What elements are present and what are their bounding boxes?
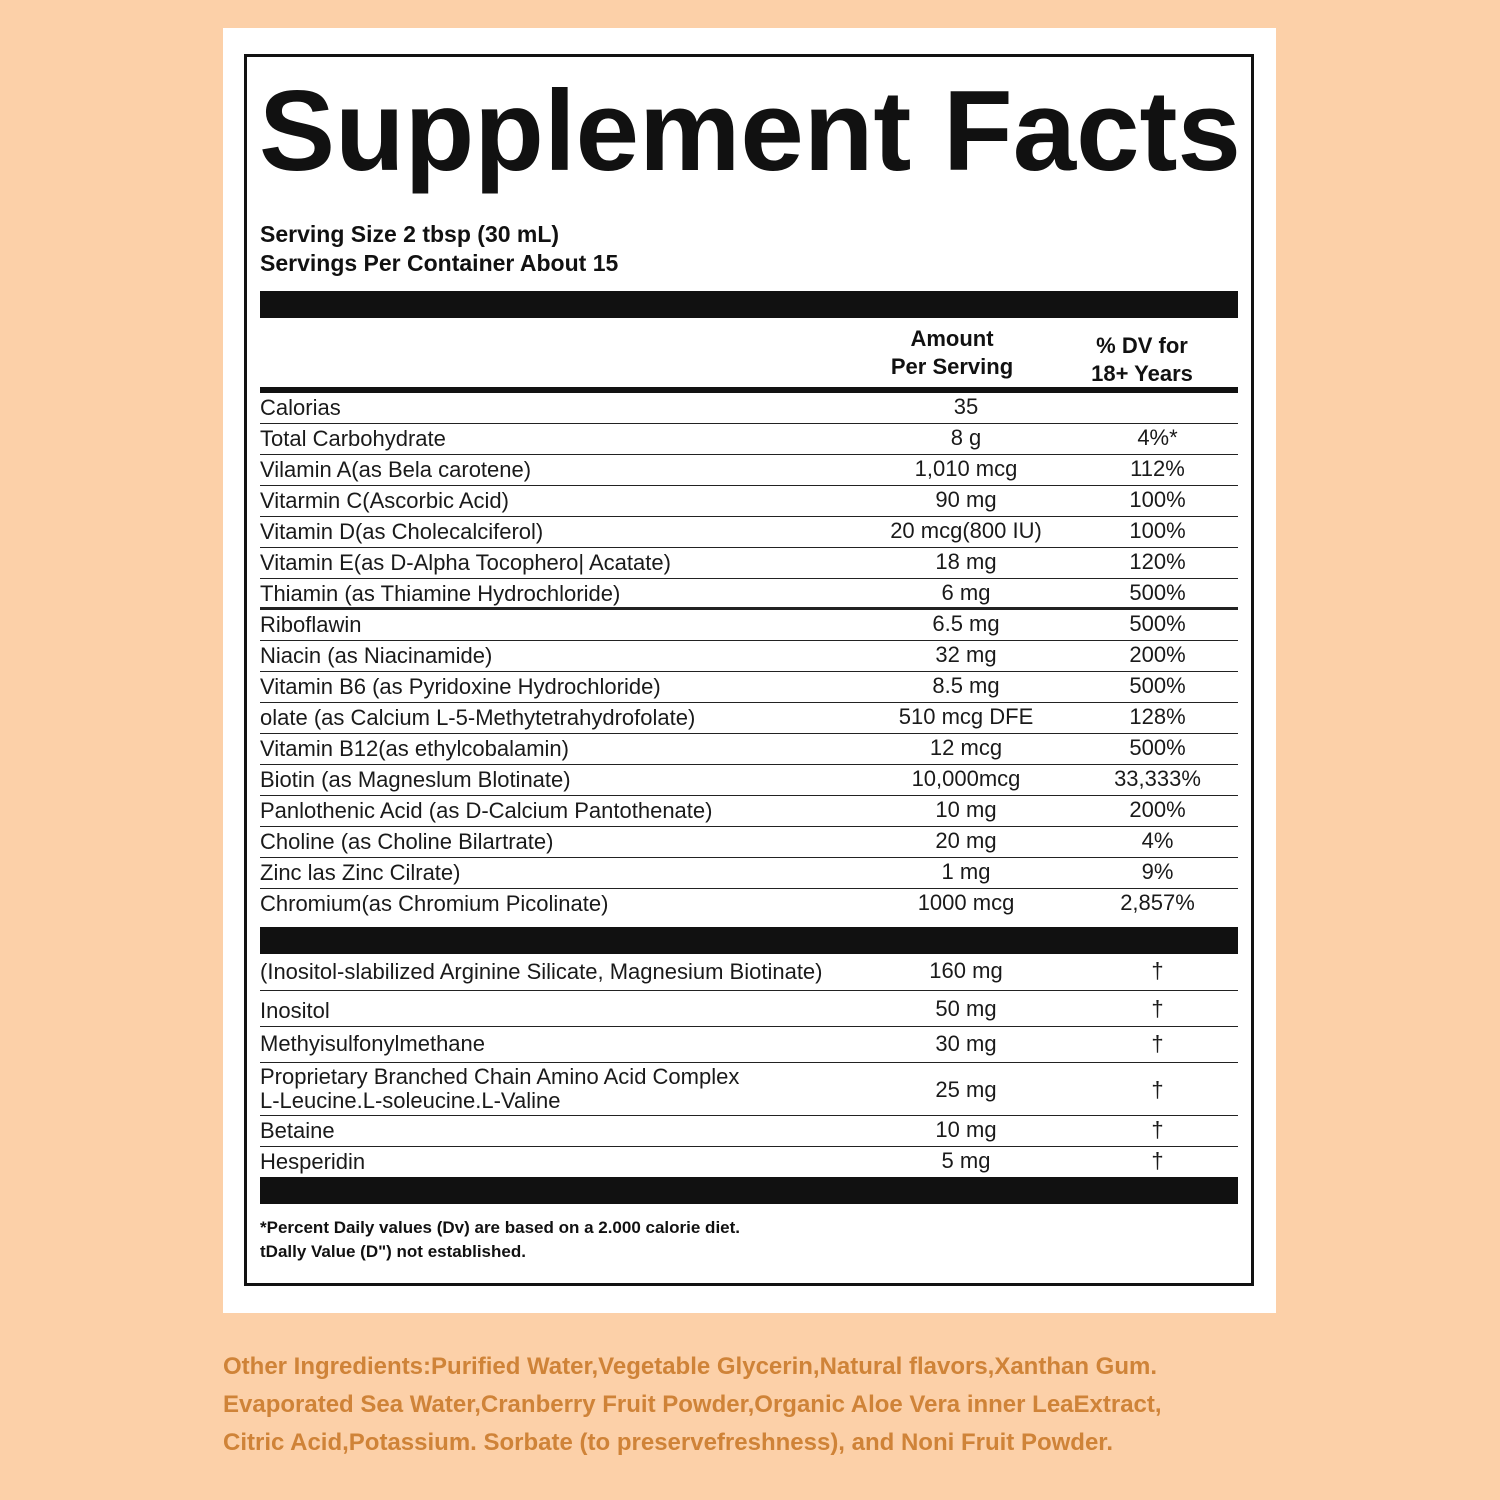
blend-dv: † xyxy=(1151,958,1164,983)
nutrient-name: Vitamin B6 (as Pyridoxine Hydrochloride) xyxy=(260,673,661,699)
nutrient-dv: 4%* xyxy=(1137,425,1178,450)
blend-row xyxy=(260,954,1238,991)
column-header-dv xyxy=(1067,332,1217,387)
nutrient-amount: 32 mg xyxy=(935,642,997,667)
column-header-dv-line-1: % DV for xyxy=(1096,333,1188,358)
nutrient-name: Vitamin D(as Cholecalciferol) xyxy=(260,518,544,544)
nutrient-row xyxy=(260,734,1238,765)
blend-name: Betaine xyxy=(260,1117,335,1143)
nutrient-row xyxy=(260,548,1238,579)
nutrient-dv: 100% xyxy=(1129,518,1186,543)
servings-per-container: Servings Per Container About 15 xyxy=(260,250,619,276)
column-header-amount-line-1: Amount xyxy=(910,326,994,351)
nutrient-name: Vitamin B12(as ethylcobalamin) xyxy=(260,735,569,761)
nutrient-amount: 6 mg xyxy=(941,580,991,605)
nutrient-amount: 8.5 mg xyxy=(932,673,1000,698)
nutrient-row xyxy=(260,579,1238,610)
blend-row xyxy=(260,1116,1238,1147)
blend-name: Hesperidin xyxy=(260,1148,366,1174)
divider-bar xyxy=(260,1177,1238,1204)
nutrient-amount: 90 mg xyxy=(935,487,997,512)
nutrient-name: Panlothenic Acid (as D-Calcium Pantothenate) xyxy=(260,797,713,823)
nutrient-row xyxy=(260,796,1238,827)
nutrient-dv: 200% xyxy=(1129,797,1186,822)
blend-row xyxy=(260,991,1238,1027)
nutrient-dv: 112% xyxy=(1130,456,1185,481)
nutrient-row xyxy=(260,517,1238,548)
blend-dv: † xyxy=(1151,996,1164,1021)
nutrient-name: Chromium(as Chromium Picolinate) xyxy=(260,890,609,916)
blend-amount: 10 mg xyxy=(935,1117,997,1142)
nutrient-row xyxy=(260,641,1238,672)
nutrient-row xyxy=(260,610,1238,641)
divider-bar xyxy=(260,927,1238,954)
nutrient-amount: 1 mg xyxy=(941,859,991,884)
blend-name-line-2: L-Leucine.L-soleucine.L-Valine xyxy=(260,1088,561,1113)
nutrient-amount: 35 xyxy=(953,394,979,419)
nutrient-dv: 128% xyxy=(1129,704,1186,729)
nutrient-dv: 9% xyxy=(1141,859,1174,884)
nutrient-name: olate (as Calcium L-5-Methytetrahydrofolate) xyxy=(260,704,696,730)
other-ingredients xyxy=(223,1348,1283,1462)
nutrient-dv: 100% xyxy=(1129,487,1186,512)
supplement-facts-panel xyxy=(244,54,1254,1286)
nutrient-amount: 8 g xyxy=(950,425,982,450)
blend-amount: 160 mg xyxy=(929,958,1003,983)
nutrient-amount: 1,010 mcg xyxy=(914,456,1018,481)
blend-name-line-1: Proprietary Branched Chain Amino Acid Complex xyxy=(260,1064,740,1089)
nutrient-row xyxy=(260,672,1238,703)
nutrient-name: Zinc las Zinc Cilrate) xyxy=(260,859,461,885)
nutrient-amount: 10 mg xyxy=(935,797,997,822)
nutrient-amount: 20 mcg(800 IU) xyxy=(890,518,1042,543)
nutrient-dv: 33,333% xyxy=(1114,766,1201,791)
nutrient-name: Biotin (as Magneslum Blotinate) xyxy=(260,766,571,792)
nutrient-name: Vitamin E(as D-Alpha Tocophero| Acatate) xyxy=(260,549,671,575)
nutrient-dv: 2,857% xyxy=(1120,890,1195,915)
blend-amount: 25 mg xyxy=(935,1076,997,1102)
blend-name: Inositol xyxy=(260,997,330,1023)
other-ingredients-line-3: Citric Acid,Potassium. Sorbate (to preservefreshness), and Noni Fruit Powder. xyxy=(223,1429,1113,1456)
blend-dv: † xyxy=(1151,1031,1164,1056)
column-header-amount-line-2: Per Serving xyxy=(890,353,1014,379)
nutrient-dv: 500% xyxy=(1129,580,1186,605)
nutrient-name: Thiamin (as Thiamine Hydrochloride) xyxy=(260,580,621,606)
nutrient-row xyxy=(260,827,1238,858)
nutrient-amount: 1000 mcg xyxy=(917,890,1015,915)
nutrient-amount: 18 mg xyxy=(935,549,997,574)
nutrient-name: Niacin (as Niacinamide) xyxy=(260,642,493,668)
blend-dv: † xyxy=(1151,1076,1164,1102)
nutrient-row xyxy=(260,424,1238,455)
blend-name: (Inositol-slabilized Arginine Silicate, Magnesium Biotinate) xyxy=(260,958,823,984)
nutrient-name: Calorias xyxy=(260,394,341,420)
nutrient-amount: 510 mcg DFE xyxy=(898,704,1034,729)
blend-amount: 50 mg xyxy=(935,996,997,1021)
blend-dv: † xyxy=(1151,1148,1164,1173)
blend-row xyxy=(260,1063,1238,1116)
nutrient-name: Choline (as Choline Bilartrate) xyxy=(260,828,554,854)
nutrient-row xyxy=(260,393,1238,424)
serving-size: Serving Size 2 tbsp (30 mL) xyxy=(260,221,560,247)
supplement-facts-card xyxy=(223,28,1276,1313)
nutrient-amount: 6.5 mg xyxy=(932,611,1000,636)
blend-name: Methyisulfonylmethane xyxy=(260,1030,486,1056)
panel-title: Supplement Facts xyxy=(259,68,1241,195)
other-ingredients-line-1: Other Ingredients:Purified Water,Vegetable Glycerin,Natural flavors,Xanthan Gum. xyxy=(223,1353,1158,1380)
footnote-not-established: tDally Value (D") not established. xyxy=(260,1242,526,1261)
nutrient-row xyxy=(260,455,1238,486)
nutrient-amount: 20 mg xyxy=(935,828,997,853)
nutrient-name: Vitarmin C(Ascorbic Acid) xyxy=(260,487,509,513)
nutrient-dv: 500% xyxy=(1129,735,1186,760)
nutrient-row xyxy=(260,703,1238,734)
blend-amount: 5 mg xyxy=(941,1148,991,1173)
nutrient-row xyxy=(260,486,1238,517)
nutrient-dv: 500% xyxy=(1129,673,1186,698)
other-ingredients-line-2: Evaporated Sea Water,Cranberry Fruit Powder,Organic Aloe Vera inner LeaExtract, xyxy=(223,1391,1162,1418)
nutrient-amount: 10,000mcg xyxy=(911,766,1021,791)
blend-row xyxy=(260,1147,1238,1179)
blend-dv: † xyxy=(1151,1117,1164,1142)
blend-name xyxy=(260,1065,739,1113)
nutrient-dv: 120% xyxy=(1129,549,1186,574)
blend-row xyxy=(260,1027,1238,1063)
nutrient-name: Vilamin A(as Bela carotene) xyxy=(260,456,532,482)
blend-amount: 30 mg xyxy=(935,1031,997,1056)
column-header-dv-line-2: 18+ Years xyxy=(1091,360,1193,386)
nutrient-name: Riboflawin xyxy=(260,611,362,637)
nutrient-amount: 12 mcg xyxy=(929,735,1003,760)
nutrient-dv: 200% xyxy=(1129,642,1186,667)
nutrient-name: Total Carbohydrate xyxy=(260,425,446,451)
nutrient-dv: 500% xyxy=(1129,611,1186,636)
nutrient-row xyxy=(260,858,1238,889)
footnote-daily-values: *Percent Daily values (Dv) are based on a 2.000 calorie diet. xyxy=(260,1218,741,1237)
column-header-amount xyxy=(867,325,1037,380)
nutrient-row xyxy=(260,889,1238,920)
nutrient-dv: 4% xyxy=(1141,828,1174,853)
nutrient-row xyxy=(260,765,1238,796)
divider-bar xyxy=(260,291,1238,318)
